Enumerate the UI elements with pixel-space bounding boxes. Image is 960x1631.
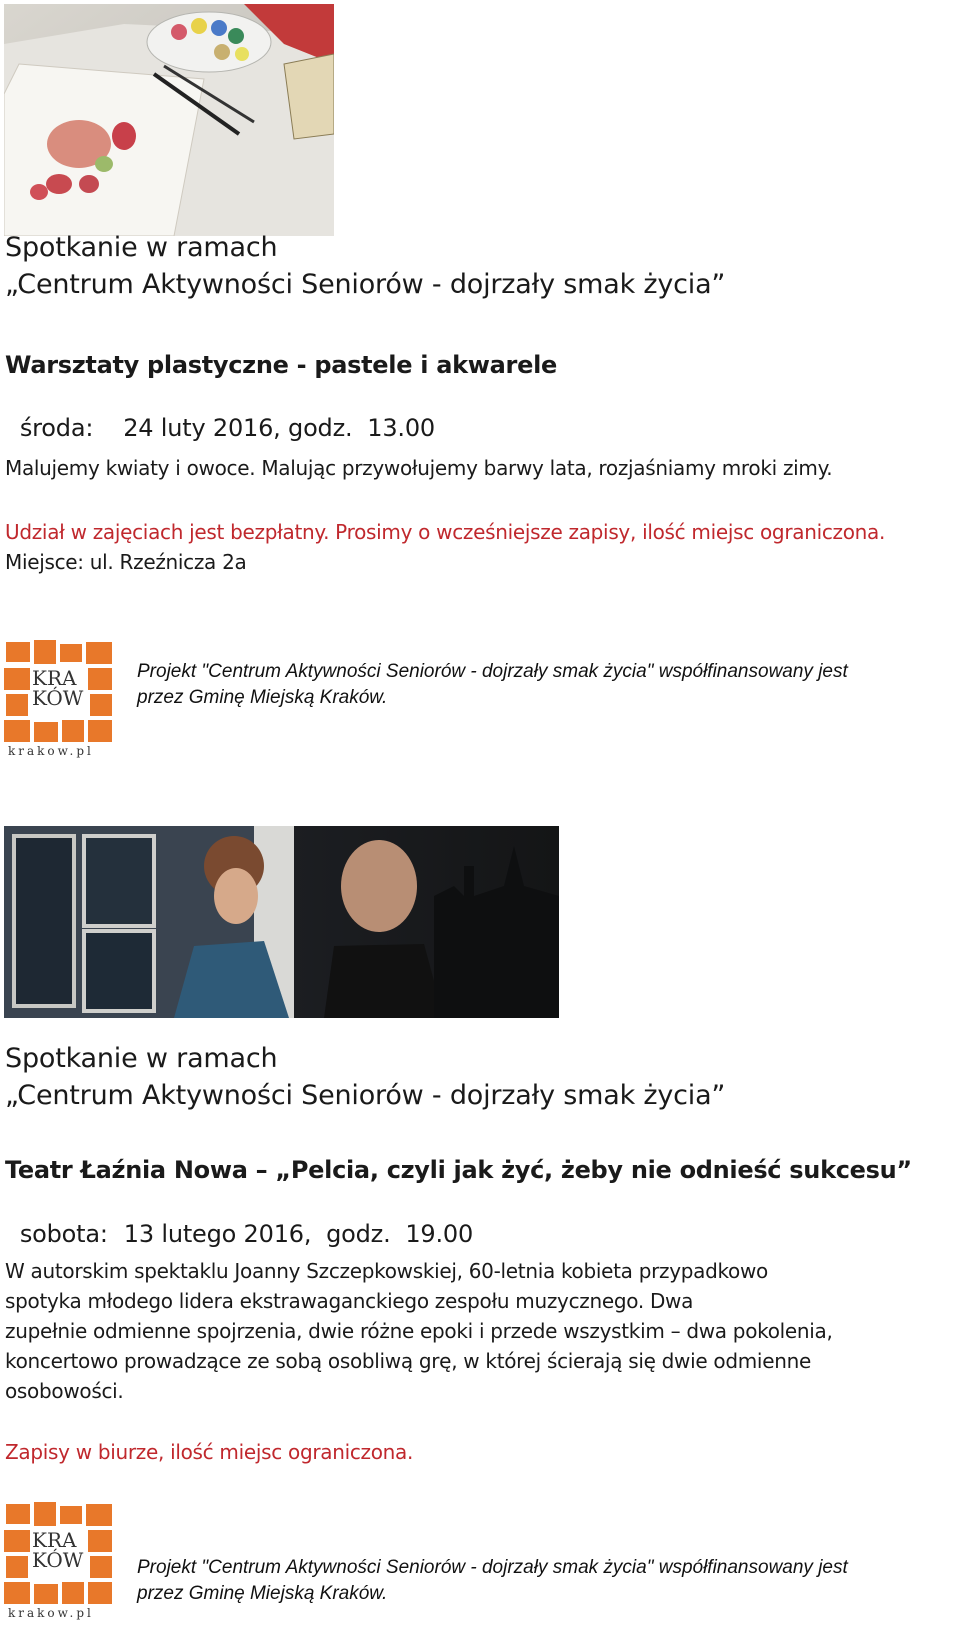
event1-notice: Udział w zajęciach jest bezpłatny. Prosimy o wcześniejsze zapisy, ilość miejsc ograniczona. xyxy=(5,520,886,544)
event2-description-line: W autorskim spektaklu Joanny Szczepkowskiej, 60-letnia kobieta przypadkowo xyxy=(5,1259,768,1283)
logo-text-top: KRA xyxy=(32,1528,77,1552)
event2-description-line: spotyka młodego lidera ekstrawaganckiego zespołu muzycznego. Dwa xyxy=(5,1289,694,1313)
event2-description-line: zupełnie odmienne spojrzenia, dwie różne epoki i przede wszystkim – dwa pokolenia, xyxy=(5,1319,833,1343)
logo-text-top: KRA xyxy=(32,666,77,690)
project-note-line1: Projekt "Centrum Aktywności Seniorów - dojrzały smak życia" współfinansowany jest xyxy=(137,1557,848,1578)
event2-description-line: koncertowo prowadzące ze sobą osobliwą grę, w której ścierają się dwie odmienne xyxy=(5,1349,811,1373)
event2-heading-line2: „Centrum Aktywności Seniorów - dojrzały smak życia” xyxy=(5,1080,726,1111)
event2-title: Teatr Łaźnia Nowa – „Pelcia, czyli jak żyć, żeby nie odnieść sukcesu” xyxy=(5,1156,912,1184)
event1-title: Warsztaty plastyczne - pastele i akwarele xyxy=(5,351,557,379)
event1-date-label: środa: xyxy=(19,414,94,442)
project-note-2 xyxy=(137,1555,937,1607)
event1-date-value: 24 luty 2016, godz. 13.00 xyxy=(123,414,435,442)
project-note-line2: przez Gminę Miejską Kraków. xyxy=(137,1583,388,1604)
krakow-logo xyxy=(4,640,116,764)
project-note-line1: Projekt "Centrum Aktywności Seniorów - dojrzały smak życia" współfinansowany jest xyxy=(137,661,848,682)
event2-date-label: sobota: xyxy=(19,1220,108,1248)
event2-description xyxy=(5,1256,833,1406)
watercolor-photo xyxy=(4,4,334,236)
logo-url: krakow.pl xyxy=(8,744,94,758)
event1-heading-line1: Spotkanie w ramach xyxy=(5,232,278,263)
event2-notice: Zapisy w biurze, ilość miejsc ograniczona. xyxy=(5,1440,414,1464)
logo-text-bottom: KÓW xyxy=(32,1548,84,1572)
event2-date-value: 13 lutego 2016, godz. 19.00 xyxy=(123,1220,474,1248)
event1-heading-line2: „Centrum Aktywności Seniorów - dojrzały smak życia” xyxy=(5,269,726,300)
event1-description: Malujemy kwiaty i owoce. Malując przywołujemy barwy lata, rozjaśniamy mroki zimy. xyxy=(5,456,833,480)
project-note-line2: przez Gminę Miejską Kraków. xyxy=(137,687,388,708)
krakow-logo xyxy=(4,1502,116,1626)
logo-text-bottom: KÓW xyxy=(32,686,84,710)
theatre-photo xyxy=(4,826,559,1018)
project-note-1 xyxy=(137,659,937,711)
logo-url: krakow.pl xyxy=(8,1606,94,1620)
event1-date xyxy=(5,386,435,442)
event2-description-line: osobowości. xyxy=(5,1379,124,1403)
event2-heading-line1: Spotkanie w ramach xyxy=(5,1043,278,1074)
event2-date xyxy=(5,1192,473,1248)
event1-place: Miejsce: ul. Rzeźnicza 2a xyxy=(5,550,247,574)
